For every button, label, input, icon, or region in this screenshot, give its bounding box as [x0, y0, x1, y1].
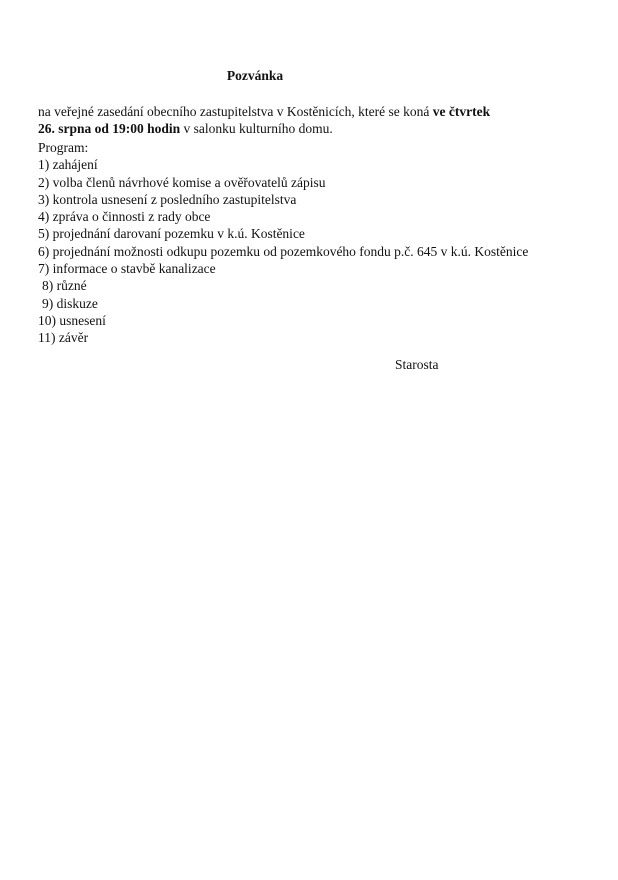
program-item: 5) projednání darovaní pozemku v k.ú. Kostěnice — [38, 226, 305, 242]
program-item: 7) informace o stavbě kanalizace — [38, 261, 216, 277]
intro-venue-text: v salonku kulturního domu. — [180, 121, 333, 136]
intro-line-2 — [38, 120, 598, 137]
program-item: 4) zpráva o činnosti z rady obce — [38, 209, 211, 225]
program-item: 6) projednání možnosti odkupu pozemku od pozemkového fondu p.č. 645 v k.ú. Kostěnice — [38, 243, 529, 259]
signature-starosta: Starosta — [395, 357, 439, 372]
program-item: 8) různé — [42, 278, 87, 294]
intro-line-1 — [38, 103, 598, 120]
program-item: 1) zahájení — [38, 157, 98, 173]
program-item: 11) závěr — [38, 330, 89, 346]
intro-text: na veřejné zasedání obecního zastupitelstva v Kostěnicích, které se koná — [38, 104, 433, 119]
program-heading: Program: — [38, 140, 89, 155]
program-item: 2) volba členů návrhové komise a ověřovatelů zápisu — [38, 174, 326, 190]
program-item: 10) usnesení — [38, 312, 106, 328]
program-list — [38, 139, 598, 347]
program-item: 3) kontrola usnesení z posledního zastupitelstva — [38, 191, 297, 207]
document-title: Pozvánka — [226, 68, 284, 83]
intro-day-bold: ve čtvrtek — [432, 104, 491, 119]
invitation-intro — [38, 103, 598, 137]
intro-date-time-bold: 26. srpna od 19:00 hodin — [38, 121, 181, 136]
program-item: 9) diskuze — [42, 295, 98, 311]
